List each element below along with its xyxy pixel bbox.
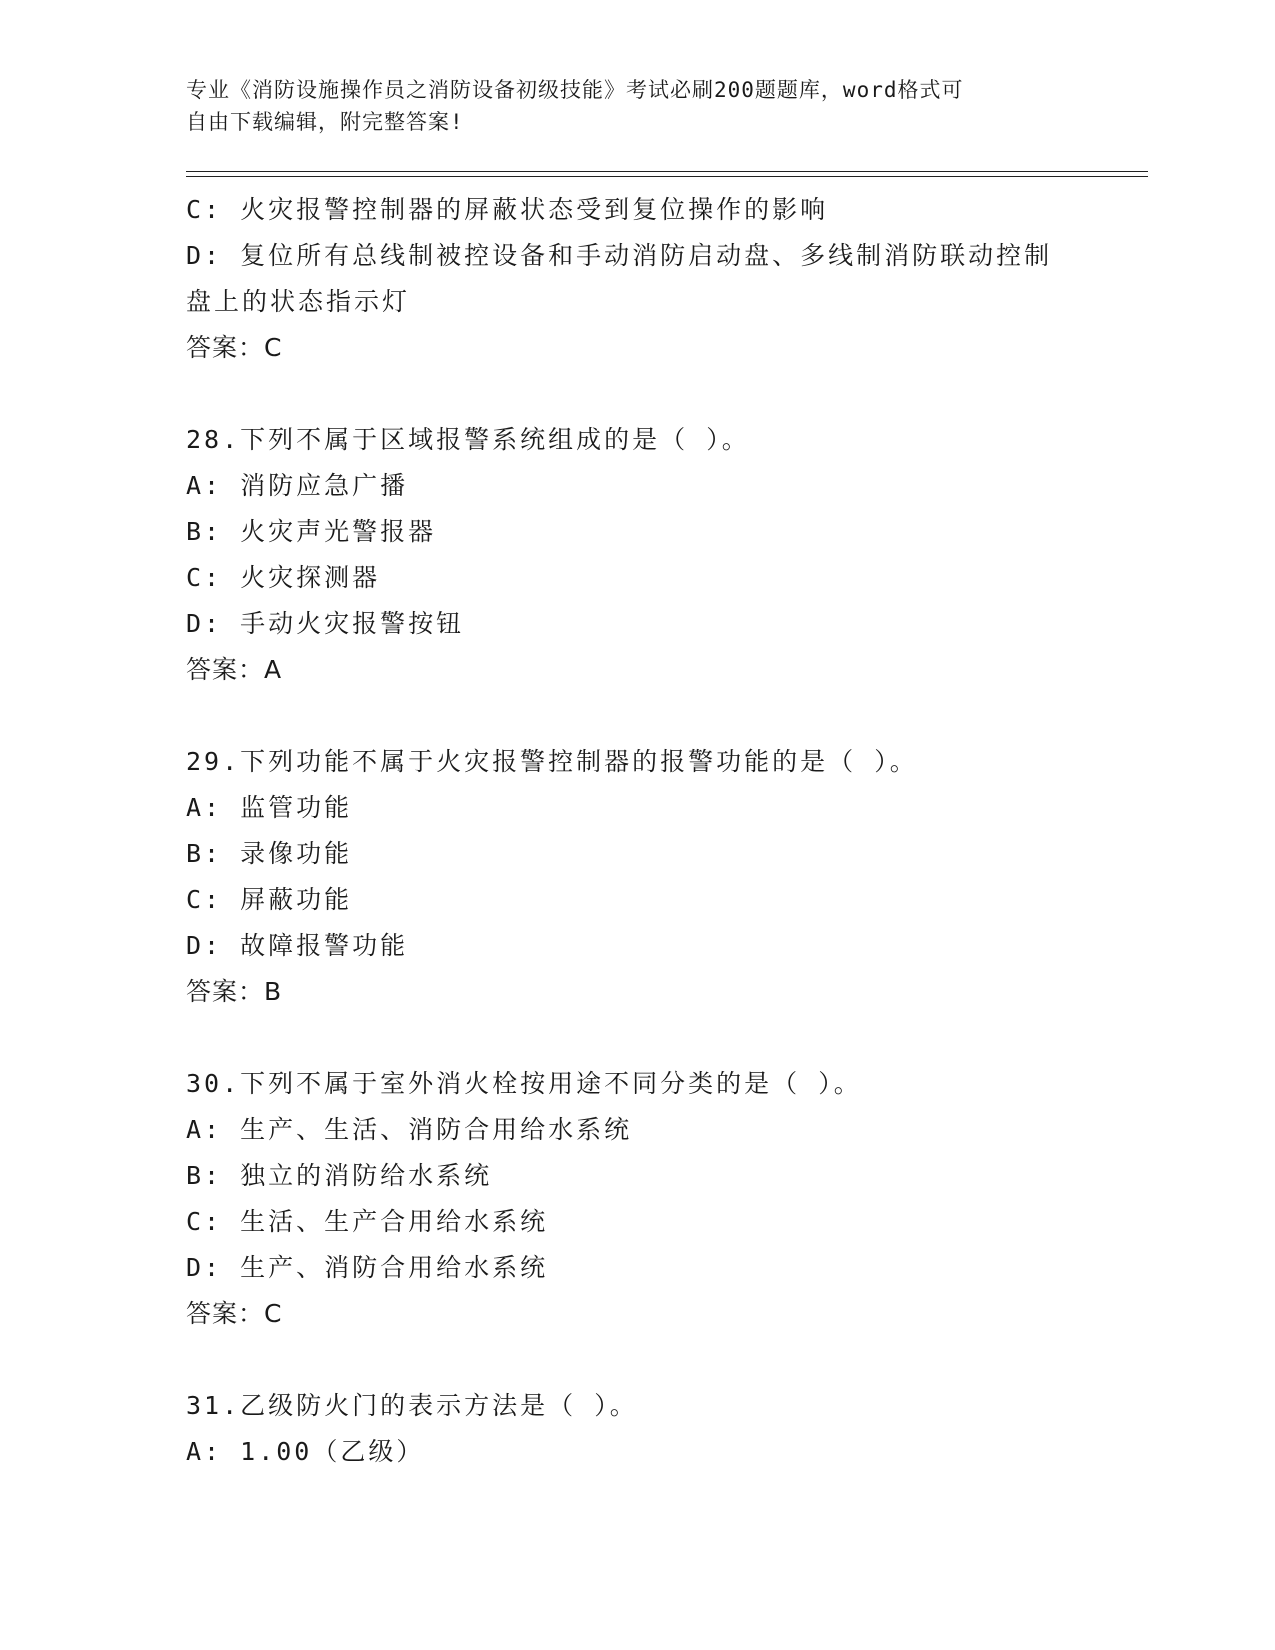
header-rule-bottom: [186, 176, 1148, 177]
option-b: B: 独立的消防给水系统: [186, 1161, 493, 1190]
question-30: [186, 1061, 1106, 1337]
spacer: [186, 1015, 1106, 1061]
option-d: D: 故障报警功能: [186, 931, 409, 960]
option-d: D: 手动火灾报警按钮: [186, 609, 465, 638]
option-a: A: 1.00（乙级）: [186, 1437, 425, 1466]
question-31: [186, 1383, 1106, 1475]
answer: 答案：A: [186, 655, 283, 684]
question-stem: 30.下列不属于室外消火栓按用途不同分类的是（ ）。: [186, 1069, 862, 1098]
question-stem: 31.乙级防火门的表示方法是（ ）。: [186, 1391, 638, 1420]
option-d: D: 复位所有总线制被控设备和手动消防启动盘、多线制消防联动控制盘上的状态指示灯: [186, 241, 1053, 316]
spacer: [186, 1337, 1106, 1383]
question-29: [186, 739, 1106, 1015]
answer: 答案：C: [186, 1299, 283, 1328]
answer: 答案：B: [186, 977, 283, 1006]
option-a: A: 监管功能: [186, 793, 353, 822]
option-a: A: 生产、生活、消防合用给水系统: [186, 1115, 633, 1144]
question-stem: 28.下列不属于区域报警系统组成的是（ ）。: [186, 425, 750, 454]
option-c: C: 火灾报警控制器的屏蔽状态受到复位操作的影响: [186, 195, 829, 224]
question-28: [186, 417, 1106, 693]
spacer: [186, 371, 1106, 417]
option-d: D: 生产、消防合用给水系统: [186, 1253, 549, 1282]
question-stem: 29.下列功能不属于火灾报警控制器的报警功能的是（ ）。: [186, 747, 918, 776]
header-rule-top: [186, 171, 1148, 172]
question-content: [186, 187, 1106, 1475]
answer: 答案：C: [186, 333, 283, 362]
header-line-1: 专业《消防设施操作员之消防设备初级技能》考试必刷200题题库，word格式可: [186, 78, 964, 102]
header-line-2: 自由下载编辑，附完整答案!: [186, 110, 464, 134]
option-c: C: 生活、生产合用给水系统: [186, 1207, 549, 1236]
spacer: [186, 693, 1106, 739]
continued-question: [186, 187, 1106, 371]
option-b: B: 录像功能: [186, 839, 353, 868]
document-header: [186, 74, 1076, 138]
option-c: C: 屏蔽功能: [186, 885, 353, 914]
option-c: C: 火灾探测器: [186, 563, 381, 592]
option-a: A: 消防应急广播: [186, 471, 409, 500]
option-b: B: 火灾声光警报器: [186, 517, 437, 546]
